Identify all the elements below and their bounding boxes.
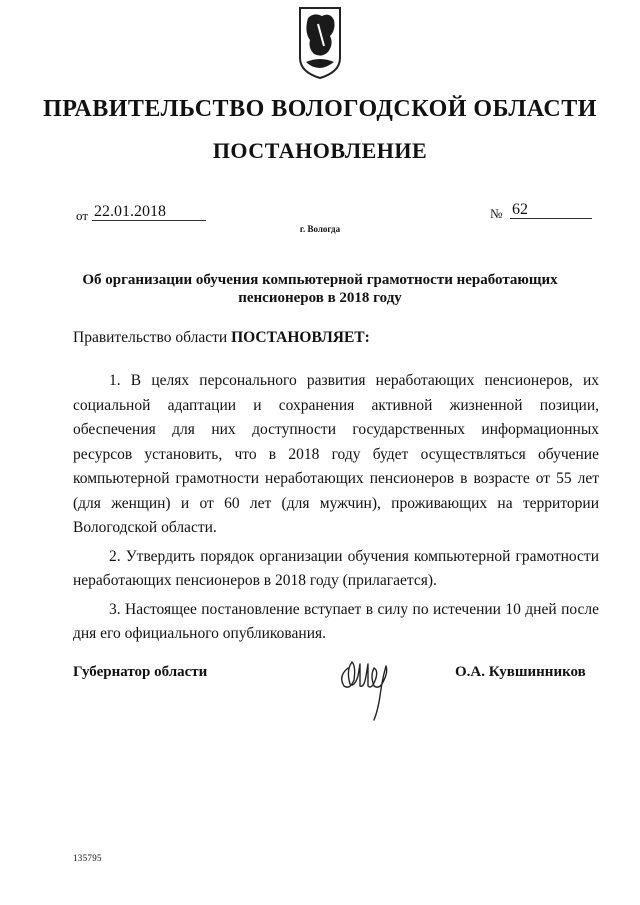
decree-lead: Правительство области bbox=[73, 329, 228, 346]
governor-title: Губернатор области bbox=[73, 664, 208, 680]
decree-line bbox=[73, 329, 370, 347]
city: г. Вологда bbox=[299, 224, 341, 234]
organization-title: ПРАВИТЕЛЬСТВО ВОЛОГОДСКОЙ ОБЛАСТИ bbox=[43, 96, 597, 122]
date-prefix: от bbox=[76, 208, 89, 223]
document-title: Об организации обучения компьютерной грамотности неработающих пенсионеров в 2018 году bbox=[82, 272, 558, 306]
document-date: 22.01.2018 bbox=[92, 203, 206, 221]
handwritten-signature-icon bbox=[334, 646, 406, 722]
number-prefix: № bbox=[490, 206, 503, 221]
registration-number: 135795 bbox=[73, 853, 102, 863]
document-number: 62 bbox=[510, 201, 592, 219]
document-type: ПОСТАНОВЛЕНИЕ bbox=[212, 138, 428, 163]
paragraph-2: 2. Утвердить порядок организации обучения компьютерной грамотности неработающих пенсионеров в 2018 году (прилагается). bbox=[73, 547, 599, 589]
decree-verb: ПОСТАНОВЛЯЕТ: bbox=[231, 329, 370, 346]
vologda-coat-of-arms-icon bbox=[296, 6, 344, 80]
paragraph-3: 3. Настоящее постановление вступает в силу по истечении 10 дней после дня его официального опубликования. bbox=[73, 600, 599, 642]
document-body bbox=[73, 369, 599, 651]
paragraph-1: 1. В целях персонального развития неработающих пенсионеров, их социальной адаптации и сохранения активной жизненной позиции, обеспечения для них доступности государственных информационных ресурсов установить, что в 2018 году будет осуществляться обучение компьютерной грамотности неработающих пенсионеров в возрасте от 55 лет (для женщин) и от 60 лет (для мужчин), проживающих на территории Вологодской области. bbox=[73, 372, 599, 536]
governor-name: О.А. Кувшинников bbox=[455, 664, 586, 680]
